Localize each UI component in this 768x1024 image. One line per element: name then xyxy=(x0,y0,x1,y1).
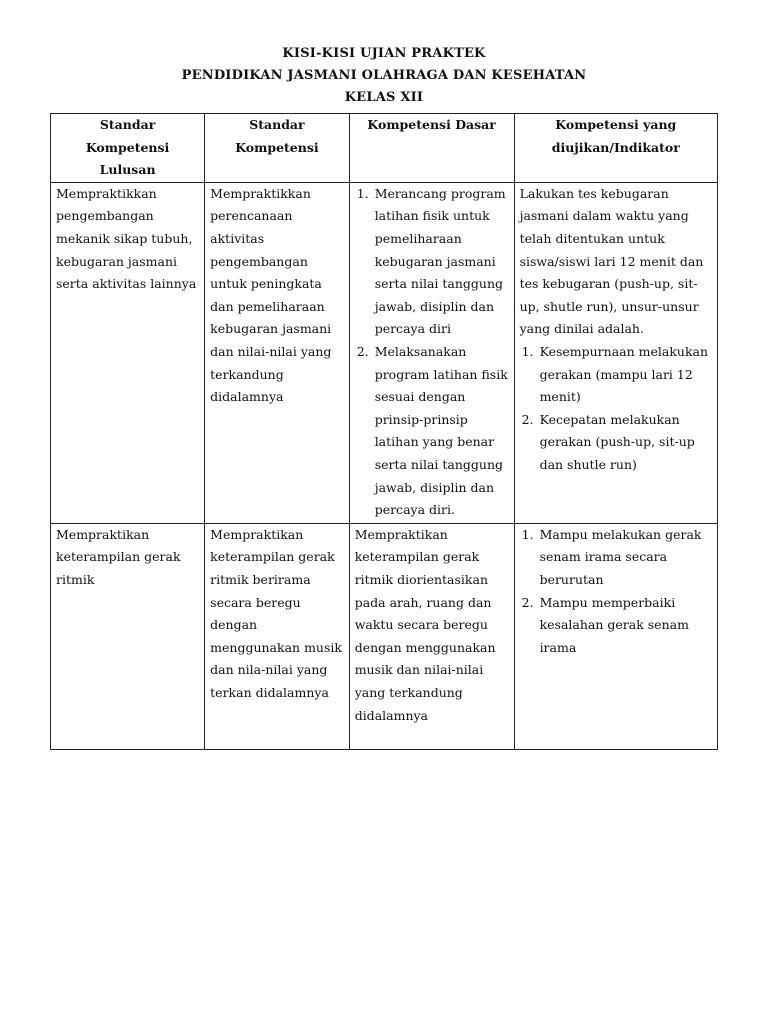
list-item: Kesempurnaan melakukan gerakan (mampu lari 12 menit) xyxy=(539,343,709,405)
kd-text: Mempraktikan keterampilan gerak ritmik diorientasikan pada arah, ruang dan waktu secara beregu dengan menggunakan musik dan nilai-nilai yang terkandung didalamnya xyxy=(354,526,496,723)
indikator-list xyxy=(520,524,712,660)
cell-skl xyxy=(51,182,205,523)
title-line-1: KISI-KISI UJIAN PRAKTEK xyxy=(282,46,486,61)
list-item: Mampu memperbaiki kesalahan gerak senam irama xyxy=(539,594,689,655)
table-row xyxy=(51,182,718,523)
header-standar-kompetensi: Standar Kompetensi xyxy=(205,114,350,183)
cell-skl xyxy=(51,523,205,749)
title-line-3: KELAS XII xyxy=(344,90,424,105)
title-line-2: PENDIDIKAN JASMANI OLAHRAGA DAN KESEHATAN xyxy=(181,68,587,83)
header-indikator: Kompetensi yang diujikan/Indikator xyxy=(514,114,717,183)
sk-text: Mempraktikan keterampilan gerak ritmik berirama secara beregu dengan menggunakan musik dan nila-nilai yang terkan didalamnya xyxy=(210,526,342,700)
list-item: Merancang program latihan fisik untuk pemeliharaan kebugaran jasmani serta nilai tanggung jawab, disiplin dan percaya diri xyxy=(374,185,506,337)
skl-text: Mempraktikkan pengembangan mekanik sikap tubuh, kebugaran jasmani serta aktivitas lainnya xyxy=(56,185,197,292)
cell-sk xyxy=(205,523,350,749)
cell-kd xyxy=(349,523,514,749)
sk-text: Mempraktikkan perencanaan aktivitas pengembangan untuk peningkata dan pemeliharaan kebugaran jasmani dan nilai-nilai yang terkandung didalamnya xyxy=(210,185,332,405)
list-item: Melaksanakan program latihan fisik sesuai dengan prinsip-prinsip latihan yang benar serta nilai tanggung jawab, disiplin dan percaya diri. xyxy=(374,343,508,518)
cell-kd xyxy=(349,182,514,523)
indikator-intro: Lakukan tes kebugaran jasmani dalam waktu yang telah ditentukan untuk siswa/siswi lari 12 menit dan tes kebugaran (push-up, sit-up, shutle run), unsur-unsur yang dinilai adalah. xyxy=(519,185,704,337)
cell-indikator xyxy=(514,523,717,749)
list-item: Mampu melakukan gerak senam irama secara berurutan xyxy=(539,526,702,587)
table-row xyxy=(51,523,718,749)
cell-sk xyxy=(205,182,350,523)
kd-list xyxy=(355,183,509,522)
skl-text: Mempraktikan keterampilan gerak ritmik xyxy=(56,526,181,587)
kisi-kisi-table xyxy=(50,113,718,750)
header-standar-kompetensi-lulusan: Standar Kompetensi Lulusan xyxy=(51,114,205,183)
list-item: Kecepatan melakukan gerakan (push-up, sit-up dan shutle run) xyxy=(539,411,695,472)
header-kompetensi-dasar: Kompetensi Dasar xyxy=(349,114,514,183)
document-title xyxy=(0,43,768,109)
cell-indikator xyxy=(514,182,717,523)
table-header-row xyxy=(51,114,718,183)
indikator-list xyxy=(520,341,712,477)
